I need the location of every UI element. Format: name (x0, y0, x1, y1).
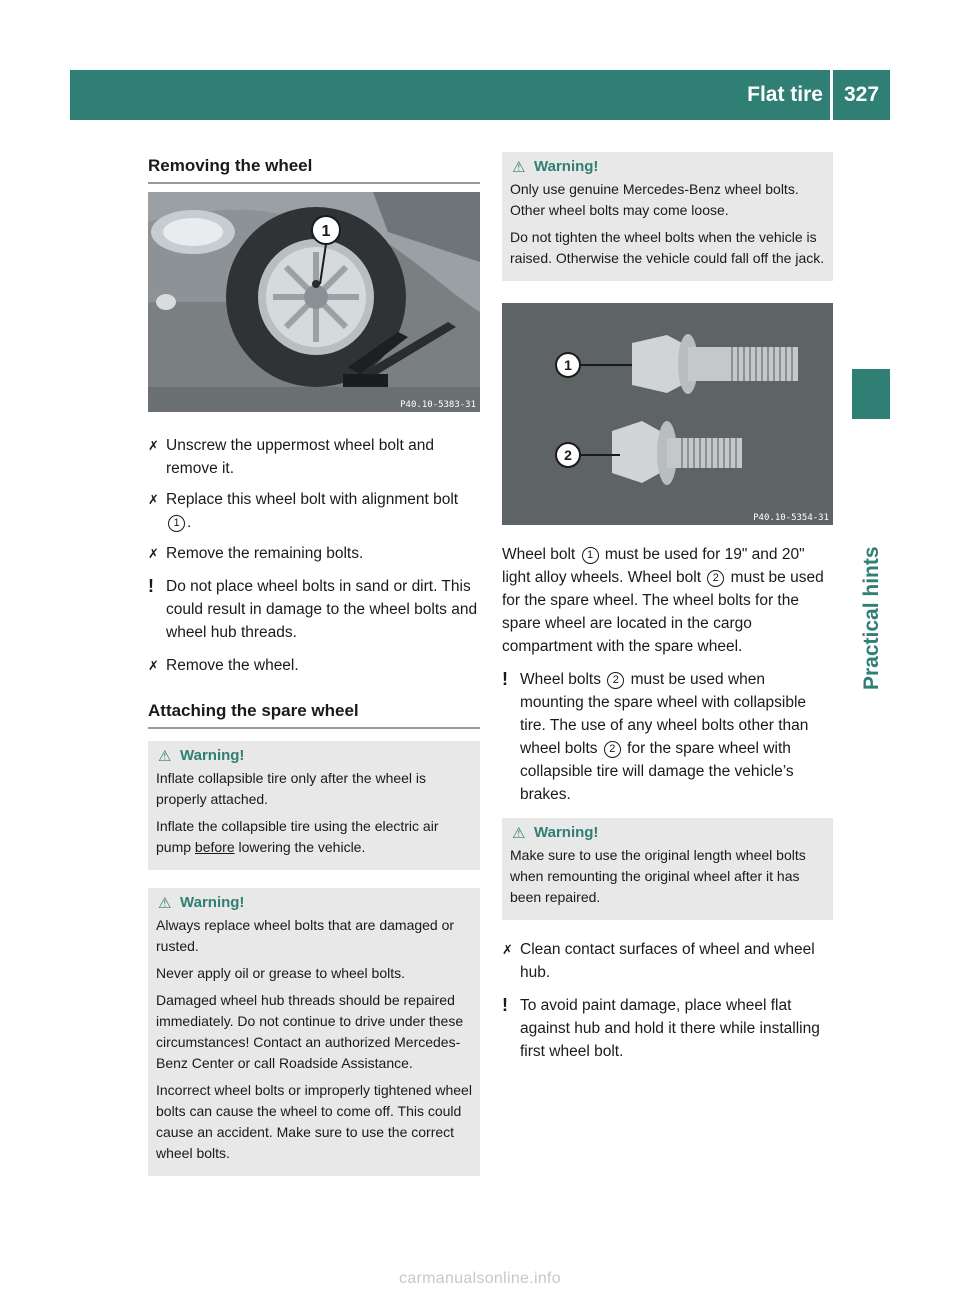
arrow-icon: ✗ (148, 546, 159, 561)
exclamation-icon: ! (502, 669, 508, 689)
side-section-label: Practical hints (860, 546, 883, 690)
step-item: ✗ Remove the remaining bolts. (148, 542, 480, 565)
callout-number-2: 2 (604, 741, 621, 758)
page-header-title: Flat tire (747, 83, 823, 106)
warning-triangle-icon: ⚠ (512, 159, 526, 176)
warning-text: Incorrect wheel bolts or improperly tightened wheel bolts can cause the wheel to come off. This could cause an accident. Make sure to use the correct wheel bolts. (156, 1082, 472, 1161)
caution-note: ! Wheel bolts 2 must be used when mounting the spare wheel with collapsible tire. The use of any wheel bolts other than wheel bolts 2 for the spare wheel with collapsible tire will damage the vehicle’s brakes. (502, 669, 809, 803)
page-number: 327 (843, 83, 880, 106)
warning-text: Inflate collapsible tire only after the wheel is properly attached. (156, 770, 427, 807)
warning-heading: ⚠ Warning! (158, 747, 245, 765)
wheel-bolts-drawing (502, 303, 833, 525)
car-wheel-illustration (148, 192, 480, 412)
callout-2: 2 (564, 447, 572, 463)
warning-text: Do not tighten the wheel bolts when the vehicle is raised. Otherwise the vehicle could fall off the jack. (510, 229, 825, 266)
figure-caption: P40.10-5354-31 (753, 513, 829, 523)
arrow-icon: ✗ (148, 658, 159, 673)
step-item: ✗ Replace this wheel bolt with alignment bolt 1 . (148, 488, 480, 534)
callout-number-1: 1 (582, 547, 599, 564)
callout-1: 1 (564, 357, 572, 373)
warning-box (148, 741, 480, 870)
arrow-icon: ✗ (502, 942, 513, 957)
arrow-icon: ✗ (148, 492, 159, 507)
warning-text: Always replace wheel bolts that are damaged or rusted. (156, 917, 455, 954)
left-column (148, 150, 480, 1194)
exclamation-icon: ! (148, 576, 154, 596)
footer-watermark-link[interactable]: carmanualsonline.info (399, 1270, 561, 1287)
callout-number-2: 2 (707, 570, 724, 587)
wheel-bolts-illustration (502, 303, 833, 525)
warning-box (502, 152, 833, 281)
warning-box (502, 818, 833, 920)
warning-text: Damaged wheel hub threads should be repaired immediately. Do not continue to drive under these circumstances! Contact an authorized Mercedes-Benz Center or call Roadside Assistance. (156, 992, 464, 1071)
figure-caption: P40.10-5383-31 (400, 400, 476, 410)
warning-heading: ⚠ Warning! (512, 158, 599, 176)
right-column (502, 150, 833, 1073)
warning-text: Only use genuine Mercedes-Benz wheel bolts. Other wheel bolts may come loose. (510, 181, 799, 218)
warning-text: Inflate the collapsible tire using the electric air pump before lowering the vehicle. (156, 818, 439, 855)
callout-number-1: 1 (168, 515, 185, 532)
step-item: ✗ Unscrew the uppermost wheel bolt and remove it. (148, 434, 480, 480)
side-tab-marker (852, 369, 890, 419)
caution-note: ! To avoid paint damage, place wheel flat against hub and hold it there while installing first wheel bolt. (502, 995, 820, 1060)
warning-box (148, 888, 480, 1176)
arrow-icon: ✗ (148, 438, 159, 453)
callout-number-2: 2 (607, 672, 624, 689)
body-paragraph: Wheel bolt 1 must be used for 19" and 20" light alloy wheels. Wheel bolt 2 must be used for the spare wheel. The wheel bolts for the spare wheel are located in the cargo compartment with the spare wheel. (502, 546, 824, 655)
section-title-removing: Removing the wheel (148, 150, 480, 184)
exclamation-icon: ! (502, 995, 508, 1015)
warning-text: Make sure to use the original length wheel bolts when remounting the original wheel after it has been repaired. (510, 847, 806, 905)
warning-heading: ⚠ Warning! (512, 824, 599, 842)
warning-triangle-icon: ⚠ (158, 748, 172, 765)
callout-1: 1 (321, 223, 331, 240)
step-item: ✗ Clean contact surfaces of wheel and wheel hub. (502, 938, 833, 984)
caution-note: ! Do not place wheel bolts in sand or dirt. This could result in damage to the wheel bolts and wheel hub threads. (148, 576, 478, 641)
step-item: ✗ Remove the wheel. (148, 654, 480, 677)
warning-triangle-icon: ⚠ (158, 895, 172, 912)
wheel-jack-illustration (148, 192, 480, 412)
warning-text: Never apply oil or grease to wheel bolts. (156, 965, 406, 981)
warning-triangle-icon: ⚠ (512, 825, 526, 842)
warning-heading: ⚠ Warning! (158, 894, 245, 912)
section-title-attaching: Attaching the spare wheel (148, 695, 480, 729)
